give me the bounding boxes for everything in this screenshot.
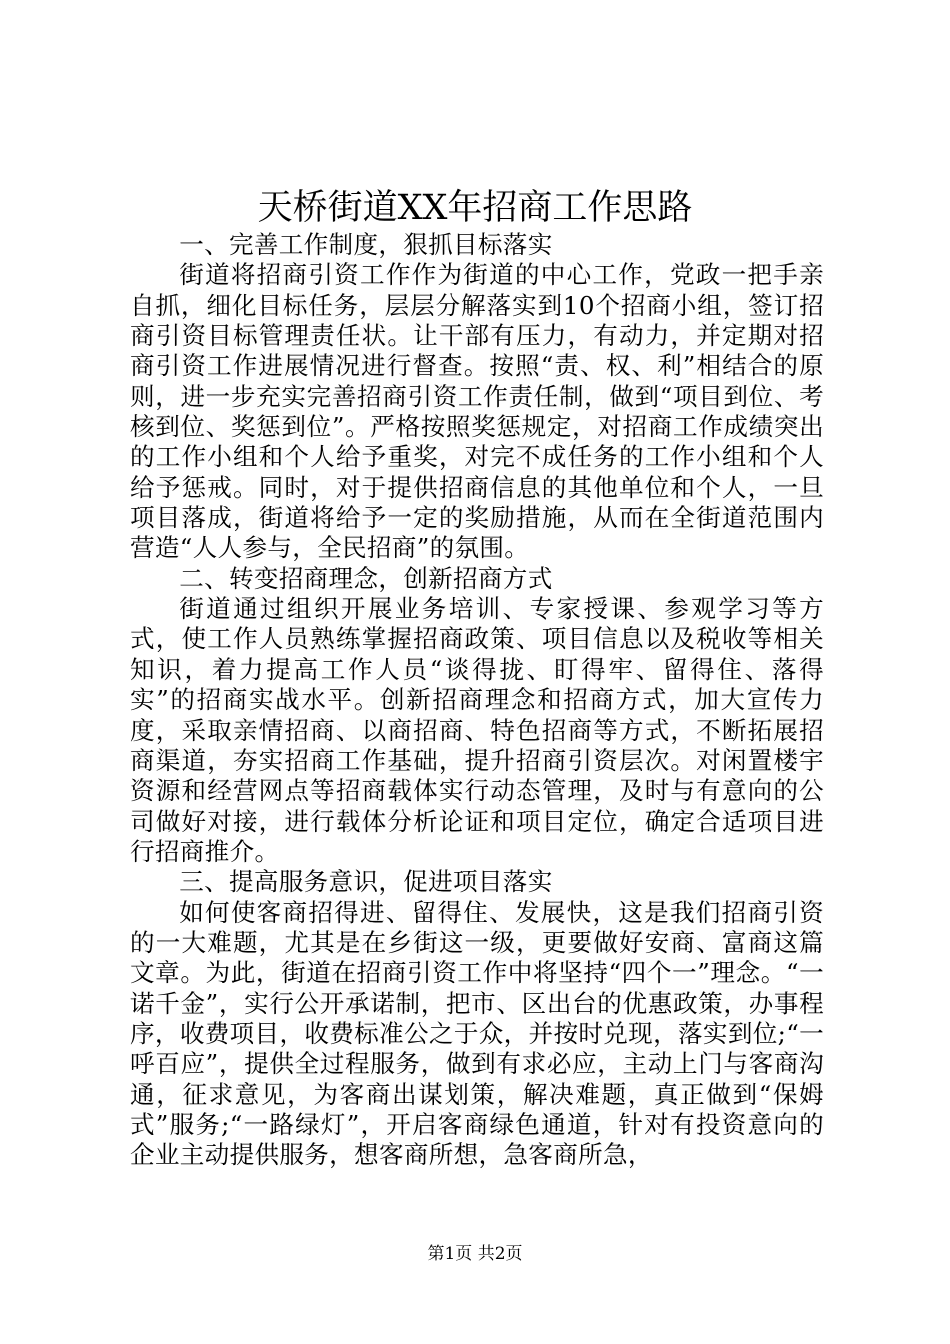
page-footer: 第1页 共2页 xyxy=(427,1244,523,1264)
section-paragraph-1: 街道将招商引资工作作为街道的中心工作，党政一把手亲自抓，细化目标任务，层层分解落实到10个招商小组，签订招商引资目标管理责任状。让干部有压力，有动力，并定期对招商引资工作进展情况进行督查。按照“责、权、利”相结合的原则，进一步充实完善招商引资工作责任制，做到“项目到位、考核到位、奖惩到位”。严格按照奖惩规定，对招商工作成绩突出的工作小组和个人给予重奖，对完不成任务的工作小组和个人给予惩戒。同时，对于提供招商信息的其他单位和个人，一旦项目落成，街道将给予一定的奖励措施，从而在全街道范围内营造“人人参与，全民招商”的氛围。 xyxy=(130,260,824,563)
section-paragraph-3: 如何使客商招得进、留得住、发展快，这是我们招商引资的一大难题，尤其是在乡街这一级，更要做好安商、富商这篇文章。为此，街道在招商引资工作中将坚持“四个一”理念。“一诺千金”，实行公开承诺制，把市、区出台的优惠政策，办事程序，收费项目，收费标准公之于众，并按时兑现，落实到位;“一呼百应”，提供全过程服务，做到有求必应，主动上门与客商沟通，征求意见，为客商出谋划策，解决难题，真正做到“保姆式”服务;“一路绿灯”，开启客商绿色通道，针对有投资意向的企业主动提供服务，想客商所想，急客商所急， xyxy=(130,897,824,1170)
section-heading-1: 一、完善工作制度，狠抓目标落实 xyxy=(179,230,553,259)
section-heading-2: 二、转变招商理念，创新招商方式 xyxy=(179,563,553,593)
document-body xyxy=(130,230,824,1171)
section-heading-3: 三、提高服务意识，促进项目落实 xyxy=(179,867,553,897)
section-paragraph-2: 街道通过组织开展业务培训、专家授课、参观学习等方式，使工作人员熟练掌握招商政策、项目信息以及税收等相关知识，着力提高工作人员“谈得拢、盯得牢、留得住、落得实”的招商实战水平。创新招商理念和招商方式，加大宣传力度，采取亲情招商、以商招商、特色招商等方式，不断拓展招商渠道，夯实招商工作基础，提升招商引资层次。对闲置楼宇资源和经营网点等招商载体实行动态管理，及时与有意向的公司做好对接，进行载体分析论证和项目定位，确定合适项目进行招商推介。 xyxy=(130,594,824,866)
document-title: 天桥街道XX年招商工作思路 xyxy=(257,188,693,228)
